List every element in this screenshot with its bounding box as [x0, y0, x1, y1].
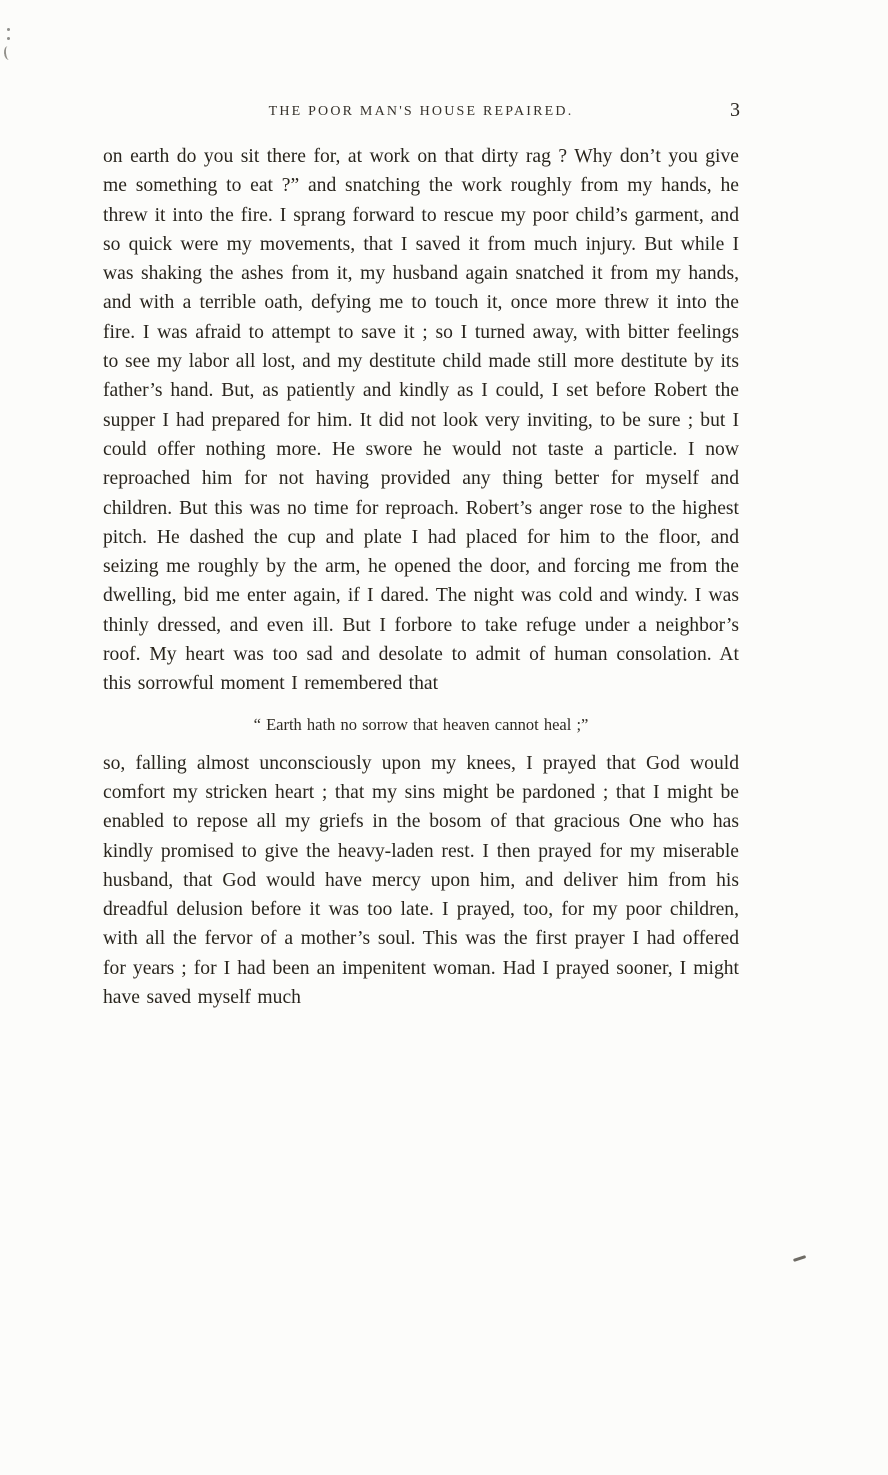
page-text	[103, 142, 739, 1012]
scan-artifact	[793, 1255, 806, 1261]
verse-quote: “ Earth hath no sorrow that heaven cannot heal ;”	[253, 714, 589, 734]
scan-artifact	[7, 28, 10, 31]
page-number: 3	[730, 99, 740, 121]
paragraph-2: so, falling almost unconsciously upon my knees, I prayed that God would comfort my stricken heart ; that my sins might be pardoned ; that I might be enabled to repose all my griefs in the bosom of that gracious One who has kindly promised to give the heavy-laden rest. I then prayed for my miserable husband, that God would have mercy upon him, and deliver him from his dreadful delusion before it was too late. I prayed, too, for my poor children, with all the fervor of a mother’s soul. This was the first prayer I had offered for years ; for I had been an impenitent woman. Had I prayed sooner, I might have saved myself much	[103, 752, 739, 1009]
paragraph-1: on earth do you sit there for, at work on that dirty rag ? Why don’t you give me something to eat ?” and snatching the work roughly from my hands, he threw it into the fire. I sprang forward to rescue my poor child’s garment, and so quick were my movements, that I saved it from much injury. But while I was shaking the ashes from it, my husband again snatched it from my hands, and with a terrible oath, defying me to touch it, once more threw it into the fire. I was afraid to attempt to save it ; so I turned away, with bitter feelings to see my labor all lost, and my destitute child made still more destitute by its father’s hand. But, as patiently and kindly as I could, I set before Robert the supper I had prepared for him. It did not look very inviting, to be sure ; but I could offer nothing more. He swore he would not taste a particle. I now reproached him for not having provided any thing better for myself and children. But this was no time for reproach. Robert’s anger rose to the highest pitch. He dashed the cup and plate I had placed for him to the floor, and seizing me roughly by the arm, he opened the door, and forcing me from the dwelling, bid me enter again, if I dared. The night was cold and windy. I was thinly dressed, and even ill. But I forbore to take refuge under a neighbor’s roof. My heart was too sad and desolate to admit of human consolation. At this sorrowful moment I remembered that	[103, 146, 739, 695]
scan-artifact	[3, 46, 13, 61]
running-header	[104, 99, 740, 121]
running-title: THE POOR MAN'S HOUSE REPAIRED.	[268, 104, 574, 119]
